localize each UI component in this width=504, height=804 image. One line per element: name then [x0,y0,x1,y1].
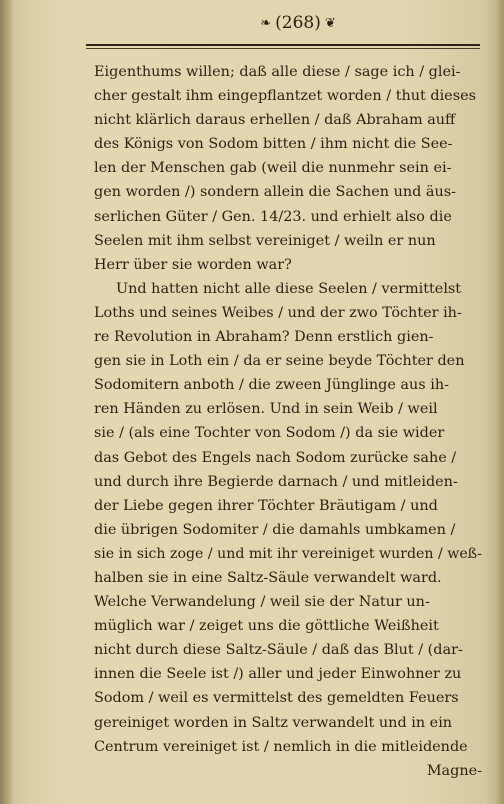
text-line: das Gebot des Engels nach Sodom zurücke sahe / [94,449,457,466]
text-line: Sodomitern anboth / die zween Jünglinge aus ih- [94,377,449,394]
text-line: Centrum vereiniget ist / nemlich in die mitleidende [94,738,468,755]
page-edge [496,0,504,804]
text-line: des Königs von Sodom bitten / ihm nicht die See- [94,136,453,153]
right-ornament-icon: ❦ [324,15,336,31]
text-line: nicht klärlich daraus erhellen / daß Abraham auff [94,112,456,129]
text-line: der Liebe gegen ihrer Töchter Bräutigam / und [94,497,438,514]
text-line: Sodom / weil es vermittelst des gemeldten Feuers [94,690,459,707]
body-text [94,60,482,783]
text-line: nicht durch diese Saltz-Säule / daß das Blut / (dar- [94,642,463,659]
text-line: innen die Seele ist /) aller und jeder Einwohner zu [94,666,462,683]
page-number: (268) [275,13,321,33]
text-line: ren Händen zu erlösen. Und in sein Weib / weil [94,401,438,418]
text-line: müglich war / zeiget uns die göttliche Weißheit [94,618,439,635]
text-line: len der Menschen gab (weil die nunmehr sein ei- [94,160,452,177]
page-header [228,10,368,36]
text-line: sie / (als eine Tochter von Sodom /) da sie wider [94,425,445,442]
text-line: Seelen mit ihm selbst vereiniget / weiln er nun [94,232,436,249]
text-line: und durch ihre Begierde darnach / und mitleiden- [94,473,458,490]
text-line: gereiniget worden in Saltz verwandelt und in ein [94,714,453,731]
header-rule [86,44,480,46]
header-rule-thin [86,48,480,49]
paragraph-start-line: Und hatten nicht alle diese Seelen / vermittelst [116,280,462,297]
text-line: die übrigen Sodomiter / die damahls umbkamen / [94,521,456,538]
text-line: Eigenthums willen; daß alle diese / sage ich / glei- [94,64,461,80]
text-line: cher gestalt ihm eingepflantzet worden / thut dieses [94,88,476,105]
left-ornament-icon: ❧ [260,15,272,31]
text-line: serlichen Güter / Gen. 14/23. und erhielt also die [94,208,452,225]
text-line: gen worden /) sondern allein die Sachen und äus- [94,184,457,201]
catchword: Magne- [426,762,482,779]
text-line: halben sie in eine Saltz-Säule verwandelt ward. [94,569,442,586]
text-line: gen sie in Loth ein / da er seine beyde Töchter den [94,353,465,370]
book-gutter [0,0,14,804]
text-line: re Revolution in Abraham? Denn erstlich gien- [94,329,434,346]
text-line: sie in sich zoge / und mit ihr vereiniget wurden / weß- [94,545,482,562]
text-line: Loths und seines Weibes / und der zwo Töchter ih- [94,304,462,321]
text-line: Welche Verwandelung / weil sie der Natur un- [94,594,430,611]
text-line: Herr über sie worden war? [94,256,292,273]
